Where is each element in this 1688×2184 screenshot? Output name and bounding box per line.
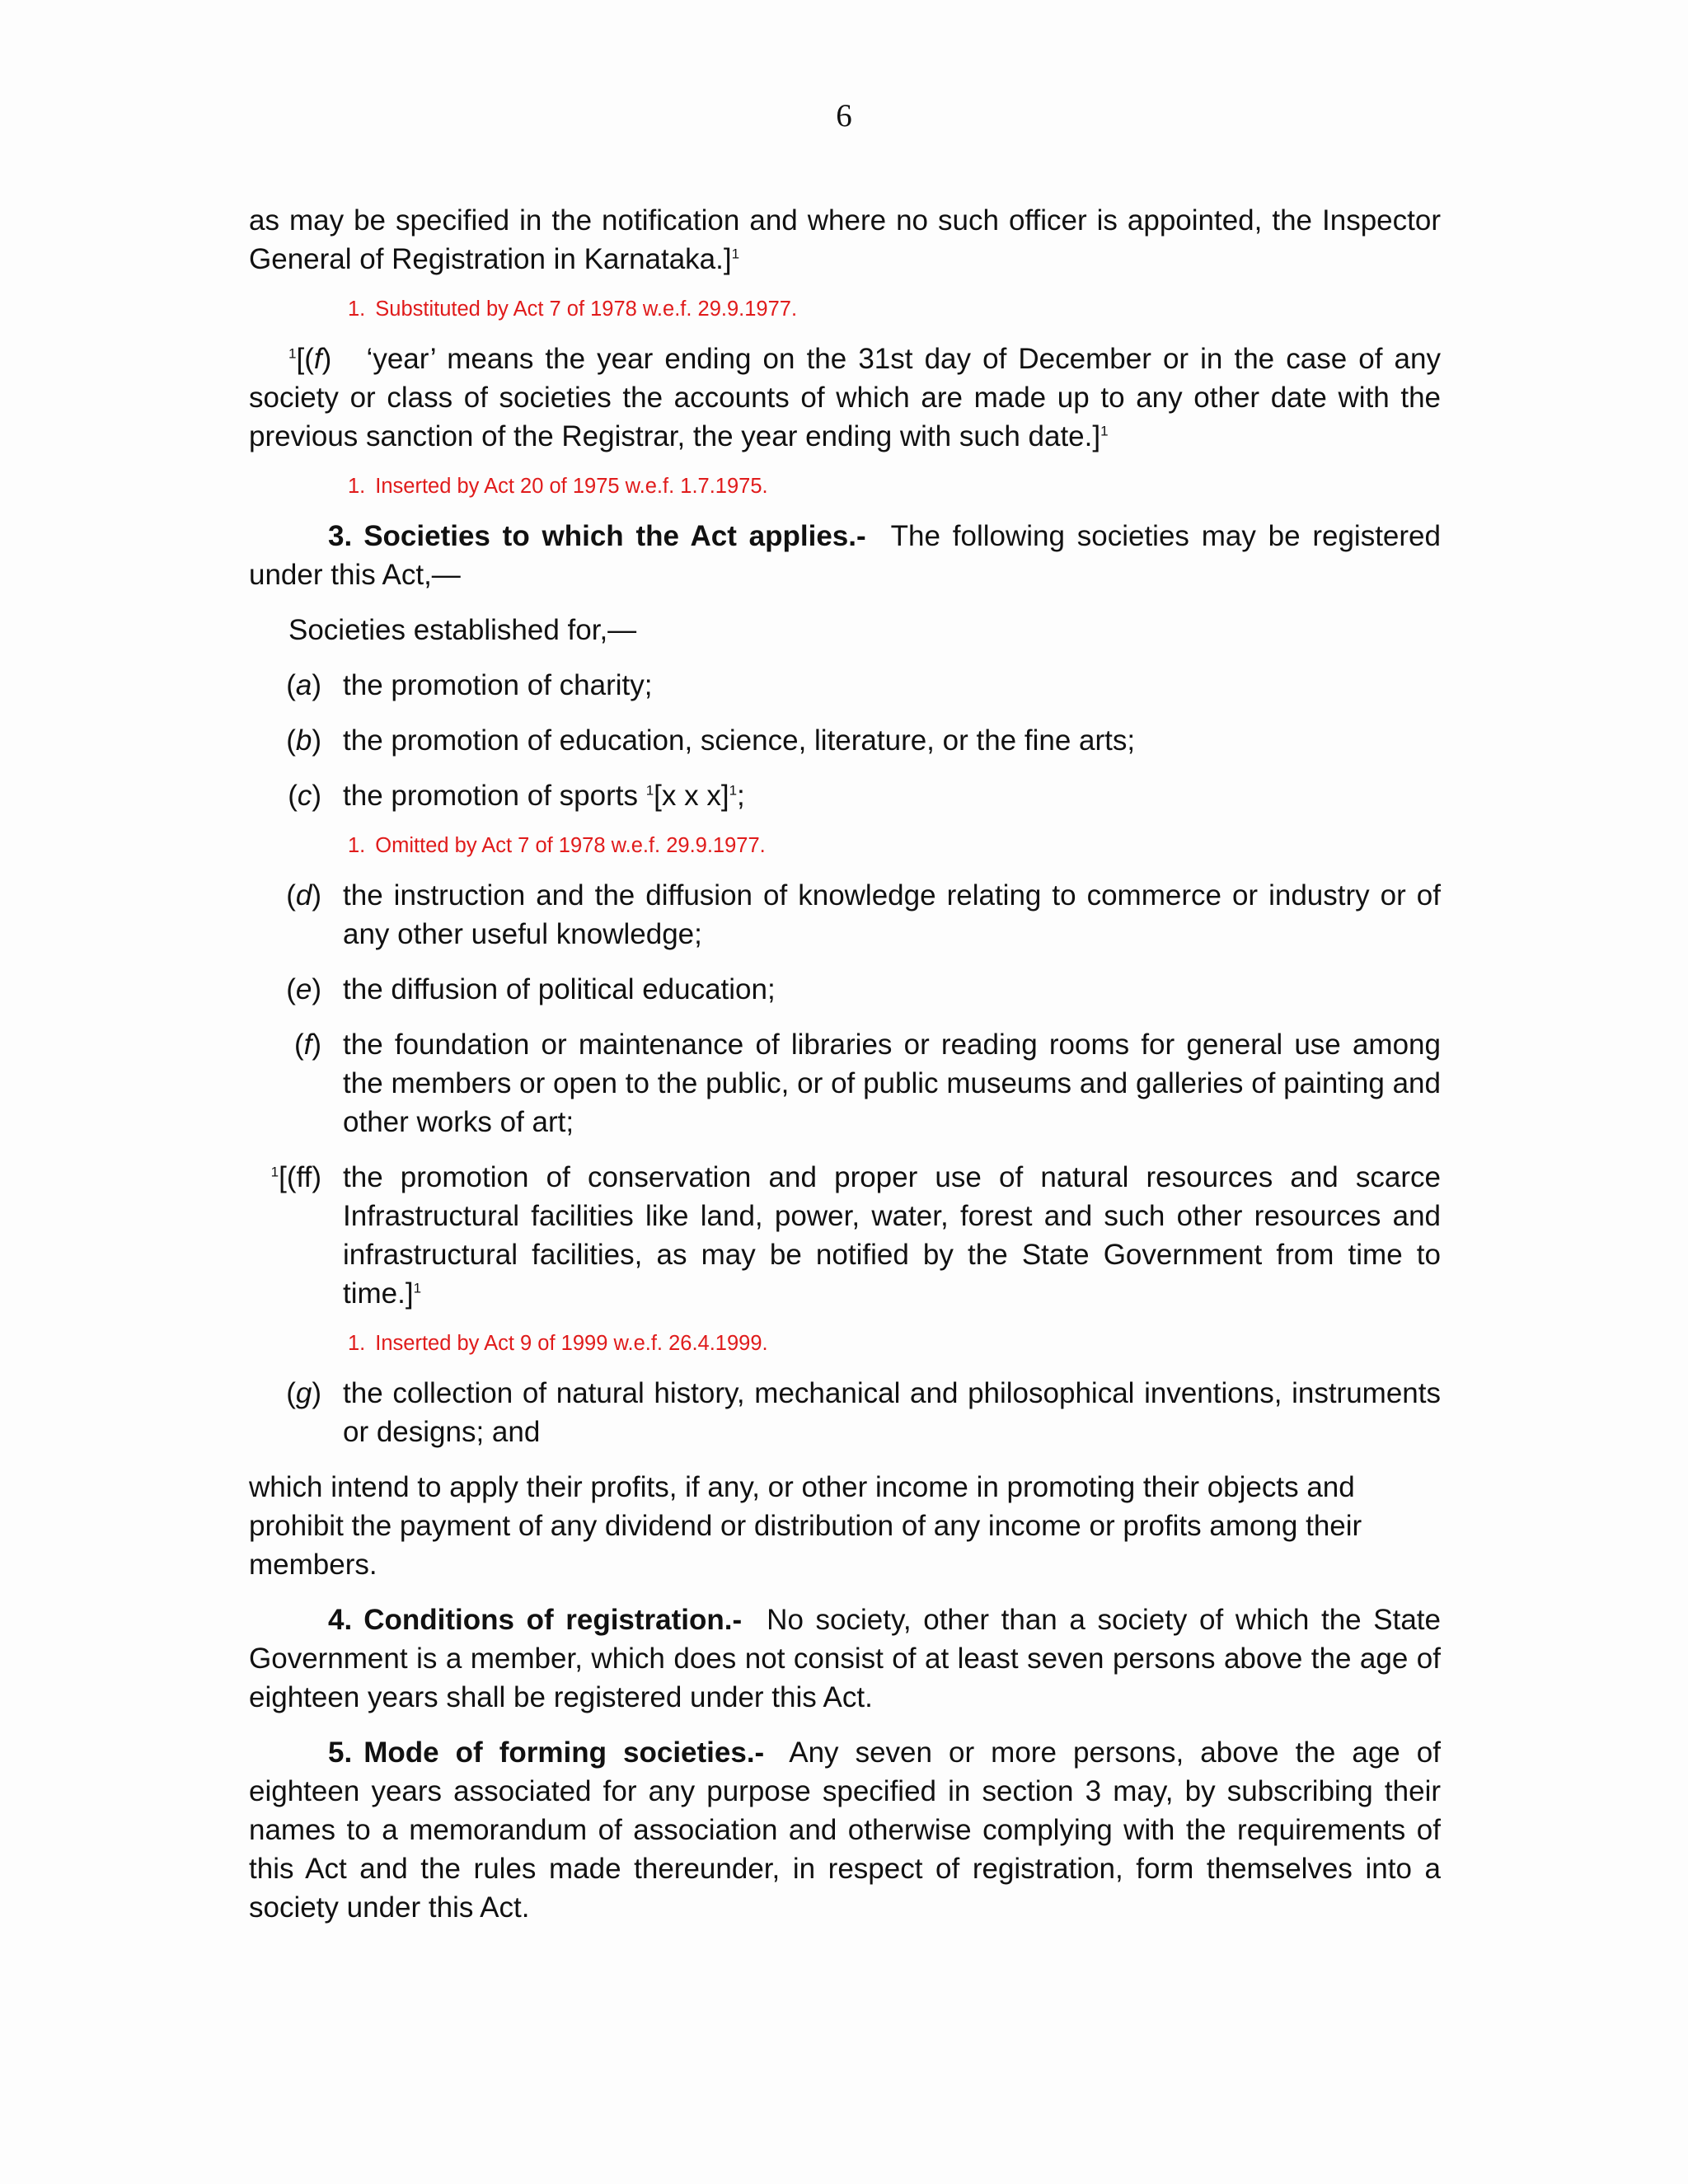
clause-g [249,1374,1441,1451]
clause-f [249,1025,1441,1141]
clause-e [249,970,1441,1009]
page-number: 6 [836,98,852,134]
footnote-marker: 1 [731,246,740,262]
footnote-inserted-1999 [249,1329,1441,1357]
page-body [249,201,1441,1927]
footnote-marker: 1 [729,782,738,799]
section-4-number: 4. [328,1604,353,1636]
clause-a [249,666,1441,705]
clause-label: (e) [286,973,321,1005]
clause-label: $^1$[(ff) [270,1161,321,1193]
footnote-text: Inserted by Act 20 of 1975 w.e.f. 1.7.1975. [375,475,768,498]
section-3-heading [288,520,866,552]
footnote-text: Inserted by Act 9 of 1999 w.e.f. 26.4.1999. [375,1332,768,1355]
section-4-text: No society, other than a society of which the State Government is a member, which does not consist of at least seven persons above the age of eighteen years shall be registered under this Act. [249,1604,1441,1713]
clause-text: the instruction and the diffusion of knowledge relating to commerce or industry or of any other useful knowledge; [343,879,1441,950]
section-4 [249,1601,1441,1717]
clause-b [249,721,1441,760]
definition-year [249,340,1441,456]
definition-text: ‘year’ means the year ending on the 31st day of December or in the case of any society or class of societies the accounts of which are made up to any other date with the previous sanction of the Registrar, the year ending with such date.] [249,343,1441,452]
clause-label: (d) [286,879,321,912]
footnote-omitted [249,832,1441,860]
clause-end: ; [737,780,745,812]
section-3 [249,517,1441,594]
footnote-text: Omitted by Act 7 of 1978 w.e.f. 29.9.1977. [375,834,766,857]
section-3-number: 3. [328,520,353,552]
section-3-title: Societies to which the Act applies.- [363,520,866,552]
section-4-heading [288,1604,742,1636]
clause-letter: f [313,343,322,375]
clause-label: (b) [286,724,321,757]
footnote-number: 1. [348,1332,366,1355]
section-5-text: Any seven or more persons, above the age of eighteen years associated for any purpose specified in section 3 may, by subscribing their names to a memorandum of association and otherwise complying with the requirements of this Act and the rules made thereunder, in respect of registration, form themselves into a society under this Act. [249,1736,1442,1924]
clause-d [249,876,1441,954]
clause-label: (a) [286,669,321,701]
footnote-marker: 1 [413,1280,422,1296]
clause-ff [249,1158,1441,1313]
footnote-substituted [249,295,1441,323]
footnote-marker: 1 [645,782,654,799]
clause-text: the foundation or maintenance of libraries or reading rooms for general use among the members or open to the public, or of public museums and galleries of painting and other works of art; [343,1029,1441,1138]
bracket-open: [( [296,343,314,375]
footnote-number: 1. [348,475,366,498]
clause-text: the promotion of education, science, literature, or the fine arts; [343,724,1136,757]
footnote-number: 1. [348,834,366,857]
footnote-text: Substituted by Act 7 of 1978 w.e.f. 29.9.1977. [375,298,798,321]
clause-text: the diffusion of political education; [343,973,776,1005]
section-5-number: 5. [328,1736,353,1769]
clause-c [249,776,1441,815]
clause-text: the promotion of charity; [343,669,653,701]
footnote-marker: 1 [1100,423,1109,439]
clause-text: the promotion of sports [343,780,646,812]
continuation-paragraph [249,201,1441,279]
continuation-text: as may be specified in the notification and where no such officer is appointed, the Inspector General of Registration in Karnataka.] [249,204,1441,275]
footnote-inserted-1975 [249,472,1441,500]
bracket-close: ) [321,343,332,375]
footnote-number: 1. [348,298,366,321]
section-5 [249,1733,1441,1927]
clause-text: the collection of natural history, mechanical and philosophical inventions, instruments or designs; and [343,1377,1441,1448]
clause-text: the promotion of conservation and proper use of natural resources and scarce Infrastructural facilities like land, power, water, forest and such other resources and infrastructural facilities, as may be notified by the State Government from time to time.] [343,1161,1441,1310]
footnote-marker: 1 [288,345,297,362]
clause-label: (g) [286,1377,321,1409]
section-3-intro: Societies established for,— [288,614,637,646]
clause-label: (c) [288,780,321,812]
section-5-heading [288,1736,764,1769]
section-4-title: Conditions of registration.- [363,1604,743,1636]
clause-label: (f) [293,1029,321,1061]
omitted-bracket: [x x x] [654,780,729,812]
section-3-text: The following societies may be registered under this Act,— [249,520,1441,591]
section-3-closing: which intend to apply their profits, if any, or other income in promoting their objects and prohibit the payment of any dividend or distribution of any income or profits among their members. [249,1471,1362,1581]
section-5-title: Mode of forming societies.- [363,1736,765,1769]
